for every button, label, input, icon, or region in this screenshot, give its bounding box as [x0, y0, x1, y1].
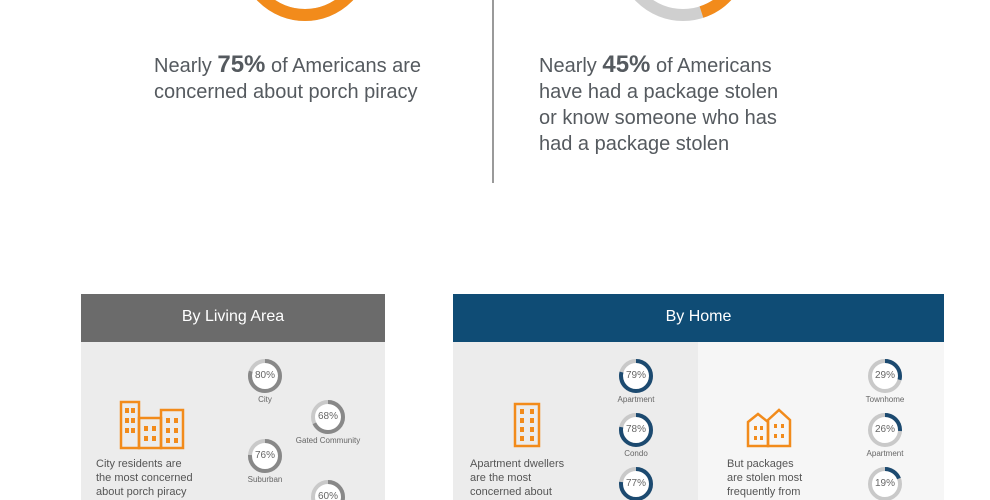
stat-prefix: Nearly	[154, 55, 218, 77]
ring-value-label: 76%	[254, 450, 275, 461]
ring-value-label: 29%	[874, 370, 895, 381]
townhomes-icon	[746, 408, 792, 448]
caption-line: frequently from	[727, 486, 801, 498]
ring-category-label: Gated Community	[295, 436, 361, 445]
ring-value-label: 19%	[874, 478, 895, 489]
living-area-panel	[81, 294, 385, 500]
ring-value-label: 68%	[317, 411, 338, 422]
caption-line: concerned about	[470, 486, 552, 498]
caption-line: City residents are	[96, 458, 182, 470]
living-caption	[96, 457, 193, 499]
panel-header: By Home	[453, 294, 944, 342]
stat-value: 75%	[217, 51, 266, 78]
top-donut-chart-75	[240, 0, 370, 30]
ring-value-label: 78%	[625, 424, 646, 435]
donut-slice-concerned	[245, 0, 365, 15]
ring-category-label: Suburban	[247, 475, 283, 484]
stat-line: concerned about porch piracy	[154, 81, 418, 103]
stat-line: have had a package stolen	[539, 81, 779, 103]
panel-body-right	[698, 342, 944, 500]
ring-value-label: 79%	[625, 370, 646, 381]
caption-line: But packages	[727, 458, 794, 470]
panel-body-left	[453, 342, 698, 500]
caption-line: are the most	[470, 472, 532, 484]
panel-body	[81, 342, 385, 500]
home-right-caption	[727, 457, 802, 499]
ring-category-label: Apartment	[617, 395, 655, 404]
stat-75-percent	[154, 52, 464, 105]
ring-category-label: Condo	[624, 449, 648, 458]
ring-category-label: Townhome	[865, 395, 905, 404]
stat-suffix: of Americans	[650, 55, 772, 77]
caption-line: Apartment dwellers	[470, 458, 565, 470]
ring-value-label: 60%	[317, 491, 338, 500]
caption-line: about porch piracy	[96, 486, 187, 498]
caption-line: are stolen most	[727, 472, 803, 484]
ring-value-label: 26%	[874, 424, 895, 435]
ring-value-label: 77%	[625, 478, 646, 489]
stat-line: or know someone who has	[539, 107, 777, 129]
ring-category-label: City	[258, 395, 272, 404]
panel-header: By Living Area	[81, 294, 385, 342]
caption-line: the most concerned	[96, 472, 193, 484]
stat-prefix: Nearly	[539, 55, 603, 77]
ring-value-label: 80%	[254, 370, 275, 381]
home-left-caption	[470, 457, 564, 499]
home-panel	[453, 294, 944, 498]
apartment-building-icon	[513, 402, 541, 448]
stat-45-percent	[539, 52, 839, 157]
stat-value: 45%	[602, 51, 651, 78]
vertical-divider	[492, 0, 494, 183]
stat-suffix: of Americans are	[265, 55, 422, 77]
stat-line: had a package stolen	[539, 133, 730, 155]
ring-category-label: Apartment	[866, 449, 904, 458]
city-buildings-icon	[119, 396, 187, 450]
top-donut-chart-45	[618, 0, 748, 30]
